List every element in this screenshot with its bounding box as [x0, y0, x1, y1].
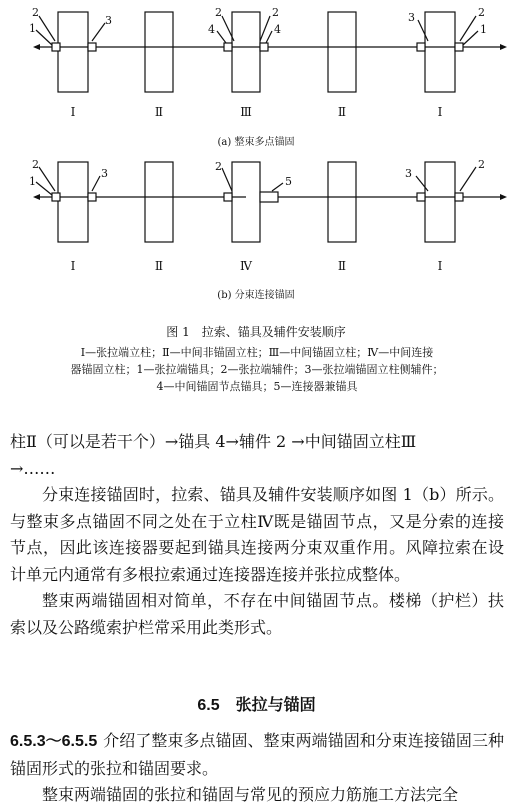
post-b2 [145, 162, 173, 242]
figure-legend [18, 344, 496, 395]
legend-line: 器锚固立柱；1—张拉端锚具；2—张拉端辅件；3—张拉端锚固立柱侧辅件； [70, 363, 444, 376]
roman-a4: Ⅱ [337, 105, 347, 119]
legend-line: 4—中间锚固节点锚具；5—连接器兼锚具 [156, 380, 358, 393]
legend-line: Ⅰ—张拉端立柱；Ⅱ—中间非锚固立柱；Ⅲ—中间锚固立柱；Ⅳ—中间连接 [80, 346, 434, 359]
clause-paragraph [10, 728, 504, 782]
svg-text:2: 2 [478, 158, 485, 171]
figure-title: 图 1 拉索、锚具及辅件安装顺序 [166, 325, 346, 339]
paragraph-two-end-anchoring: 整束两端锚固相对简单，不存在中间锚固节点。楼梯（护栏）扶索以及公路缆索护栏常采用此类形式。 [10, 591, 504, 637]
svg-text:1: 1 [480, 23, 487, 36]
svg-text:3: 3 [405, 167, 412, 180]
post-a4 [328, 12, 356, 92]
roman-b5: Ⅰ [437, 259, 443, 273]
clause-ref: 6.5.3～6.5.5 [10, 733, 98, 750]
svg-text:4: 4 [208, 23, 215, 36]
svg-text:1: 1 [29, 22, 36, 35]
post-a1 [58, 12, 88, 92]
roman-a1: Ⅰ [70, 105, 76, 119]
section-number: 6.5 [197, 697, 220, 714]
roman-b1: Ⅰ [70, 259, 76, 273]
svg-text:2: 2 [272, 6, 279, 19]
paragraph-tensioning: 整束两端锚固的张拉和锚固与常见的预应力筋施工方法完全 [42, 785, 459, 804]
section-title: 张拉与锚固 [235, 695, 316, 714]
svg-text:5: 5 [285, 175, 292, 188]
post-b3 [232, 162, 260, 242]
body-text [10, 429, 504, 641]
svg-text:2: 2 [215, 160, 222, 173]
clause-text: 介绍了整束多点锚固、整束两端锚固和分束连接锚固三种锚固形式的张拉和锚固要求。 [10, 731, 504, 778]
roman-a3: Ⅲ [240, 105, 252, 119]
text-line-1: 柱Ⅱ（可以是若干个）→锚具 4→辅件 2 →中间锚固立柱Ⅲ [10, 432, 417, 451]
svg-text:2: 2 [215, 6, 222, 19]
post-a3 [232, 12, 260, 92]
roman-a5: Ⅰ [437, 105, 443, 119]
svg-text:2: 2 [32, 6, 39, 19]
post-b4 [328, 162, 356, 242]
svg-text:3: 3 [101, 167, 108, 180]
roman-a2: Ⅱ [154, 105, 164, 119]
svg-text:3: 3 [105, 14, 112, 27]
post-a5 [425, 12, 455, 92]
body-text-2 [10, 728, 504, 809]
svg-text:4: 4 [274, 23, 281, 36]
text-line-2: →…… [10, 458, 56, 478]
svg-text:1: 1 [29, 175, 36, 188]
caption-a: (a) 整束多点锚固 [217, 137, 295, 148]
svg-text:2: 2 [32, 158, 39, 171]
caption-b: (b) 分束连接锚固 [217, 290, 295, 301]
roman-b4: Ⅱ [337, 259, 347, 273]
section-heading [0, 692, 513, 715]
svg-text:2: 2 [478, 6, 485, 19]
post-a2 [145, 12, 173, 92]
post-b1 [58, 162, 88, 242]
roman-b2: Ⅱ [154, 259, 164, 273]
roman-b3: Ⅳ [240, 259, 252, 273]
post-b5 [425, 162, 455, 242]
svg-text:3: 3 [408, 11, 415, 24]
paragraph-split-anchoring: 分束连接锚固时，拉索、锚具及辅件安装顺序如图 1（b）所示。与整束多点锚固不同之处在于立柱Ⅳ既是锚固节点，又是分索的连接节点，因此该连接器要起到锚具连接两分束双重作用。风障拉索在设计单元内通常有多根拉索通过连接器连接并张拉成整体。 [10, 485, 504, 584]
